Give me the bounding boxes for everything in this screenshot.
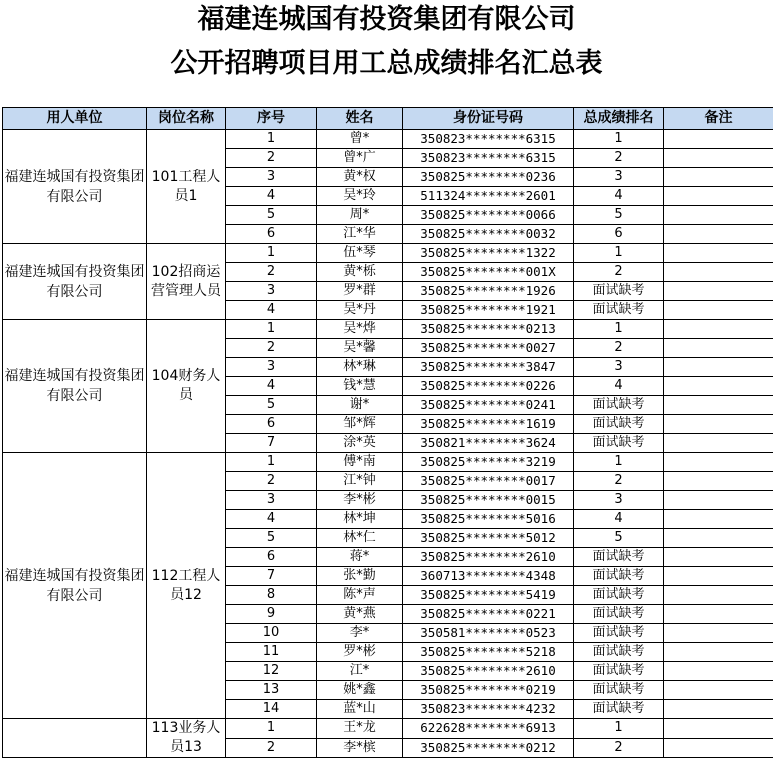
cell-name[interactable]: 罗*群 [317, 282, 403, 301]
cell-id-number[interactable]: 350825********0226 [403, 377, 574, 396]
cell-seq[interactable]: 2 [226, 738, 317, 758]
cell-position[interactable]: 112工程人员12 [147, 453, 226, 719]
cell-seq[interactable]: 3 [226, 358, 317, 377]
cell-id-number[interactable]: 350825********1322 [403, 244, 574, 263]
cell-rank[interactable]: 面试缺考 [574, 415, 664, 434]
cell-note[interactable] [664, 225, 773, 244]
cell-name[interactable]: 蓝*山 [317, 700, 403, 719]
header-rank[interactable]: 总成绩排名 [574, 108, 664, 130]
cell-seq[interactable]: 1 [226, 244, 317, 263]
cell-id-number[interactable]: 350581********0523 [403, 624, 574, 643]
title-line-2: 公开招聘项目用工总成绩排名汇总表 [170, 48, 603, 79]
cell-note[interactable] [664, 681, 773, 700]
cell-unit[interactable]: 福建连城国有投资集团有限公司 [3, 130, 147, 244]
cell-name[interactable]: 吴*玲 [317, 187, 403, 206]
cell-seq[interactable]: 3 [226, 168, 317, 187]
cell-rank[interactable]: 5 [574, 529, 664, 548]
cell-note[interactable] [664, 301, 773, 320]
cell-position[interactable]: 102招商运营管理人员 [147, 244, 226, 320]
cell-rank[interactable]: 2 [574, 472, 664, 491]
cell-note[interactable] [664, 396, 773, 415]
cell-note[interactable] [664, 643, 773, 662]
cell-id-number[interactable]: 350825********0241 [403, 396, 574, 415]
cell-note[interactable] [664, 358, 773, 377]
cell-note[interactable] [664, 339, 773, 358]
cell-id-number[interactable]: 350825********0236 [403, 168, 574, 187]
cell-rank[interactable]: 面试缺考 [574, 662, 664, 681]
cell-seq[interactable]: 4 [226, 377, 317, 396]
cell-seq[interactable]: 14 [226, 700, 317, 719]
cell-id-number[interactable]: 350825********3847 [403, 358, 574, 377]
cell-rank[interactable]: 1 [574, 130, 664, 149]
cell-id-number[interactable]: 350825********0032 [403, 225, 574, 244]
cell-rank[interactable]: 3 [574, 168, 664, 187]
cell-note[interactable] [664, 377, 773, 396]
cell-id-number[interactable]: 350823********6315 [403, 130, 574, 149]
cell-id-number[interactable]: 350825********0219 [403, 681, 574, 700]
header-unit[interactable]: 用人单位 [3, 108, 147, 130]
cell-name[interactable]: 江* [317, 662, 403, 681]
cell-rank[interactable]: 面试缺考 [574, 434, 664, 453]
cell-rank[interactable]: 面试缺考 [574, 624, 664, 643]
cell-id-number[interactable]: 350825********2610 [403, 662, 574, 681]
cell-rank[interactable]: 6 [574, 225, 664, 244]
cell-name[interactable]: 曾* [317, 130, 403, 149]
cell-note[interactable] [664, 320, 773, 339]
cell-rank[interactable]: 4 [574, 187, 664, 206]
cell-name[interactable]: 陈*声 [317, 586, 403, 605]
cell-rank[interactable]: 面试缺考 [574, 282, 664, 301]
header-id-number[interactable]: 身份证号码 [403, 108, 574, 130]
cell-id-number[interactable]: 350825********0221 [403, 605, 574, 624]
cell-id-number[interactable]: 350825********001X [403, 263, 574, 282]
cell-name[interactable]: 江*华 [317, 225, 403, 244]
cell-name[interactable]: 黄*栎 [317, 263, 403, 282]
cell-rank[interactable]: 面试缺考 [574, 586, 664, 605]
cell-note[interactable] [664, 168, 773, 187]
header-note[interactable]: 备注 [664, 108, 773, 130]
cell-seq[interactable]: 6 [226, 225, 317, 244]
cell-id-number[interactable]: 350823********6315 [403, 149, 574, 168]
cell-unit[interactable] [3, 719, 147, 758]
cell-id-number[interactable]: 350825********2610 [403, 548, 574, 567]
cell-rank[interactable]: 面试缺考 [574, 681, 664, 700]
table-body [3, 130, 773, 758]
cell-rank[interactable]: 面试缺考 [574, 567, 664, 586]
cell-seq[interactable]: 3 [226, 491, 317, 510]
cell-note[interactable] [664, 605, 773, 624]
cell-name[interactable]: 曾*广 [317, 149, 403, 168]
cell-note[interactable] [664, 662, 773, 681]
cell-seq[interactable]: 1 [226, 719, 317, 739]
cell-name[interactable]: 李* [317, 624, 403, 643]
cell-rank[interactable]: 面试缺考 [574, 605, 664, 624]
cell-id-number[interactable]: 350825********0066 [403, 206, 574, 225]
cell-seq[interactable]: 4 [226, 301, 317, 320]
cell-rank[interactable]: 面试缺考 [574, 301, 664, 320]
cell-note[interactable] [664, 700, 773, 719]
cell-note[interactable] [664, 567, 773, 586]
cell-name[interactable]: 吴*丹 [317, 301, 403, 320]
cell-seq[interactable]: 1 [226, 453, 317, 472]
cell-name[interactable]: 黄*权 [317, 168, 403, 187]
cell-id-number[interactable]: 350825********5012 [403, 529, 574, 548]
cell-seq[interactable]: 10 [226, 624, 317, 643]
cell-seq[interactable]: 7 [226, 434, 317, 453]
cell-name[interactable]: 张*勤 [317, 567, 403, 586]
cell-rank[interactable]: 2 [574, 339, 664, 358]
cell-id-number[interactable]: 350825********0015 [403, 491, 574, 510]
cell-note[interactable] [664, 510, 773, 529]
cell-name[interactable]: 傅*南 [317, 453, 403, 472]
cell-rank[interactable]: 3 [574, 358, 664, 377]
cell-note[interactable] [664, 187, 773, 206]
cell-rank[interactable]: 1 [574, 320, 664, 339]
cell-rank[interactable]: 面试缺考 [574, 548, 664, 567]
cell-note[interactable] [664, 415, 773, 434]
cell-note[interactable] [664, 434, 773, 453]
cell-id-number[interactable]: 350823********4232 [403, 700, 574, 719]
cell-rank[interactable]: 4 [574, 510, 664, 529]
cell-note[interactable] [664, 548, 773, 567]
cell-note[interactable] [664, 149, 773, 168]
cell-id-number[interactable]: 350825********1926 [403, 282, 574, 301]
cell-note[interactable] [664, 206, 773, 225]
cell-rank[interactable]: 1 [574, 453, 664, 472]
cell-name[interactable]: 伍*琴 [317, 244, 403, 263]
cell-position[interactable]: 101工程人员1 [147, 130, 226, 244]
cell-id-number[interactable]: 350825********0213 [403, 320, 574, 339]
cell-name[interactable]: 涂*英 [317, 434, 403, 453]
cell-note[interactable] [664, 282, 773, 301]
cell-name[interactable]: 林*琳 [317, 358, 403, 377]
cell-note[interactable] [664, 491, 773, 510]
cell-seq[interactable]: 5 [226, 396, 317, 415]
table-row [3, 453, 773, 472]
cell-rank[interactable]: 3 [574, 491, 664, 510]
cell-seq[interactable]: 3 [226, 282, 317, 301]
cell-note[interactable] [664, 263, 773, 282]
cell-seq[interactable]: 2 [226, 472, 317, 491]
cell-seq[interactable]: 4 [226, 187, 317, 206]
header-position[interactable]: 岗位名称 [147, 108, 226, 130]
cell-name[interactable]: 林*仁 [317, 529, 403, 548]
cell-unit[interactable]: 福建连城国有投资集团有限公司 [3, 244, 147, 320]
cell-id-number[interactable]: 350825********0027 [403, 339, 574, 358]
cell-note[interactable] [664, 719, 773, 739]
header-seq[interactable]: 序号 [226, 108, 317, 130]
cell-seq[interactable]: 12 [226, 662, 317, 681]
cell-seq[interactable]: 5 [226, 529, 317, 548]
cell-name[interactable]: 李*槟 [317, 738, 403, 758]
cell-id-number[interactable]: 360713********4348 [403, 567, 574, 586]
cell-seq[interactable]: 6 [226, 548, 317, 567]
cell-id-number[interactable]: 511324********2601 [403, 187, 574, 206]
cell-rank[interactable]: 4 [574, 377, 664, 396]
cell-seq[interactable]: 4 [226, 510, 317, 529]
cell-seq[interactable]: 11 [226, 643, 317, 662]
cell-rank[interactable]: 2 [574, 263, 664, 282]
cell-id-number[interactable]: 350825********5218 [403, 643, 574, 662]
cell-id-number[interactable]: 350825********1619 [403, 415, 574, 434]
score-table [2, 107, 773, 758]
cell-id-number[interactable]: 350825********0017 [403, 472, 574, 491]
cell-seq[interactable]: 1 [226, 130, 317, 149]
cell-id-number[interactable]: 350825********1921 [403, 301, 574, 320]
cell-seq[interactable]: 2 [226, 149, 317, 168]
cell-note[interactable] [664, 586, 773, 605]
cell-seq[interactable]: 6 [226, 415, 317, 434]
cell-name[interactable]: 林*坤 [317, 510, 403, 529]
header-name[interactable]: 姓名 [317, 108, 403, 130]
cell-name[interactable]: 邹*辉 [317, 415, 403, 434]
cell-position[interactable]: 104财务人员 [147, 320, 226, 453]
cell-seq[interactable]: 8 [226, 586, 317, 605]
cell-name[interactable]: 李*彬 [317, 491, 403, 510]
cell-note[interactable] [664, 453, 773, 472]
cell-rank[interactable]: 2 [574, 149, 664, 168]
cell-name[interactable]: 谢* [317, 396, 403, 415]
cell-name[interactable]: 罗*彬 [317, 643, 403, 662]
cell-id-number[interactable]: 350825********5419 [403, 586, 574, 605]
cell-name[interactable]: 钱*慧 [317, 377, 403, 396]
cell-rank[interactable]: 1 [574, 719, 664, 739]
cell-seq[interactable]: 9 [226, 605, 317, 624]
cell-seq[interactable]: 2 [226, 263, 317, 282]
cell-name[interactable]: 吴*馨 [317, 339, 403, 358]
cell-seq[interactable]: 7 [226, 567, 317, 586]
cell-id-number[interactable]: 350825********5016 [403, 510, 574, 529]
cell-rank[interactable]: 面试缺考 [574, 643, 664, 662]
cell-id-number[interactable]: 350821********3624 [403, 434, 574, 453]
cell-seq[interactable]: 13 [226, 681, 317, 700]
cell-name[interactable]: 吴*烨 [317, 320, 403, 339]
cell-rank[interactable]: 面试缺考 [574, 396, 664, 415]
cell-name[interactable]: 黄*燕 [317, 605, 403, 624]
cell-note[interactable] [664, 472, 773, 491]
cell-note[interactable] [664, 738, 773, 758]
cell-position[interactable]: 113业务人员13 [147, 719, 226, 758]
header-row [3, 108, 773, 130]
cell-id-number[interactable]: 622628********6913 [403, 719, 574, 739]
cell-unit[interactable]: 福建连城国有投资集团有限公司 [3, 453, 147, 719]
cell-id-number[interactable]: 350825********3219 [403, 453, 574, 472]
cell-rank[interactable]: 面试缺考 [574, 700, 664, 719]
table-row [3, 719, 773, 739]
cell-id-number[interactable]: 350825********0212 [403, 738, 574, 758]
table-row [3, 244, 773, 263]
cell-seq[interactable]: 2 [226, 339, 317, 358]
cell-rank[interactable]: 2 [574, 738, 664, 758]
cell-note[interactable] [664, 529, 773, 548]
cell-note[interactable] [664, 130, 773, 149]
cell-name[interactable]: 王*龙 [317, 719, 403, 739]
cell-rank[interactable]: 1 [574, 244, 664, 263]
cell-name[interactable]: 江*钟 [317, 472, 403, 491]
cell-rank[interactable]: 5 [574, 206, 664, 225]
cell-note[interactable] [664, 244, 773, 263]
cell-name[interactable]: 蒋* [317, 548, 403, 567]
title-line-1: 福建连城国有投资集团有限公司 [197, 4, 576, 35]
cell-note[interactable] [664, 624, 773, 643]
cell-seq[interactable]: 1 [226, 320, 317, 339]
cell-name[interactable]: 周* [317, 206, 403, 225]
table-row [3, 320, 773, 339]
table-row [3, 130, 773, 149]
cell-name[interactable]: 姚*鑫 [317, 681, 403, 700]
cell-unit[interactable]: 福建连城国有投资集团有限公司 [3, 320, 147, 453]
cell-seq[interactable]: 5 [226, 206, 317, 225]
